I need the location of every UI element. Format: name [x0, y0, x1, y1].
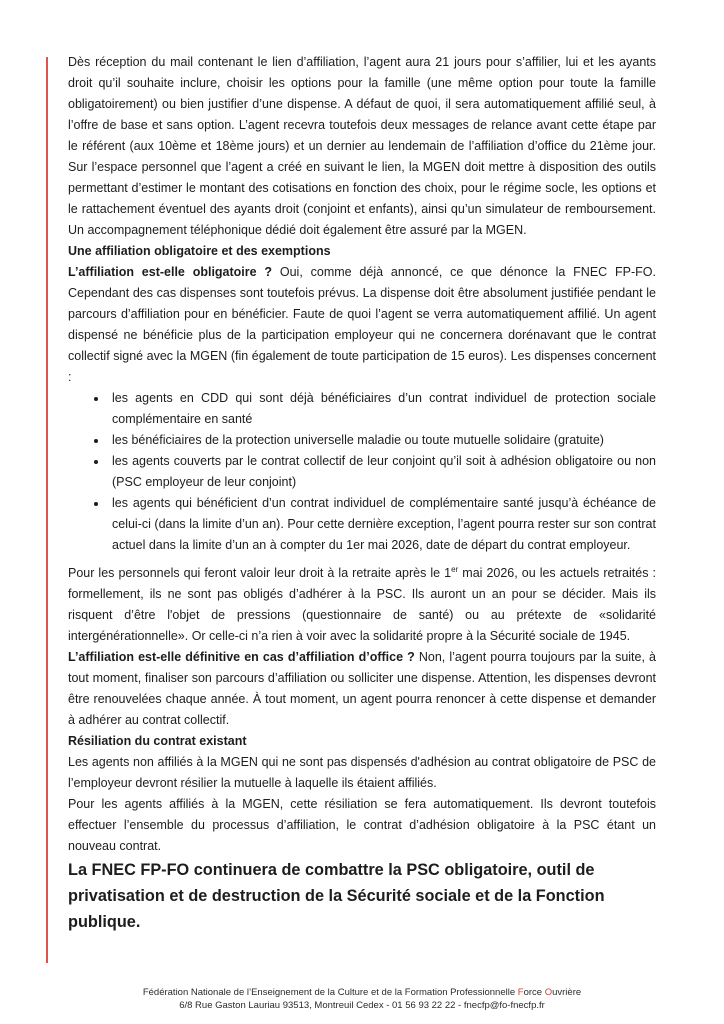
paragraph-resiliation-2: Pour les agents affiliés à la MGEN, cette résiliation se fera automatiquement. Ils devront toutefois effectuer l’ensemble du processus d’affiliation, le contrat d’adhésion obligatoire à la PSC étant un nouveau contrat.	[68, 797, 656, 853]
bullet-item: • les agents couverts par le contrat collectif de leur conjoint qu’il soit à adhésion obligatoire ou non (PSC employeur de leur conjoint)	[108, 451, 656, 493]
bullet-item: • les agents en CDD qui sont déjà bénéficiaires d’un contrat individuel de protection sociale complémentaire en santé	[108, 388, 656, 430]
question-definitive-text: Non, l’agent pourra toujours par la suite, à tout moment, finaliser son parcours d’affiliation ou solliciter une dispense. Attention, les dispenses devront être renouvelées chaque année. À tout moment, un agent pourra renoncer à cette dispense et demander à adhérer au contrat collectif.	[68, 650, 657, 727]
footer-address-line: 6/8 Rue Gaston Lauriau 93513, Montreuil Cedex - 01 56 93 22 22 - fnecfp@fo-fnecfp.fr	[179, 1000, 545, 1011]
footer-org-prefix: Fédération Nationale de l’Enseignement de la Culture et de la Formation Professionnelle	[142, 987, 518, 998]
footer-ouvriere-rest: uvrière	[552, 987, 582, 998]
paragraph-affiliation-definitive	[68, 647, 656, 731]
paragraph-resiliation-1: Les agents non affiliés à la MGEN qui ne sont pas dispensés d'adhésion au contrat obligatoire de PSC de l’employeur devront résilier la mutuelle à laquelle ils étaient affiliés.	[68, 755, 656, 790]
left-accent-rule	[46, 57, 48, 963]
paragraph-affiliation-obligatoire	[68, 262, 656, 388]
footer-organization-line	[0, 986, 724, 999]
intro-paragraph: Dès réception du mail contenant le lien d’affiliation, l’agent aura 21 jours pour s’affilier, lui et les ayants droit qu’il souhaite inclure, choisir les options pour la famille (une même option pour toute la famille obligatoirement) ou bien justifier d’une dispense. A défaut de quoi, il sera automatiquement affilié seul, à l’offre de base et sans option. L’agent recevra toutefois deux messages de relance avant cette étape par le référent (aux 10ème et 18ème jours) et un dernier au lendemain de l’affiliation d’office du 21ème jour. Sur l’espace personnel que l’agent a créé en suivant le lien, la MGEN doit mettre à disposition des outils permettant d’estimer le montant des cotisations en fonction des choix, pour le régime socle, les options et le rattachement éventuel des ayants droit (conjoint et enfants), ainsi qu’un simulateur de remboursement. Un accompagnement téléphonique dédié doit également être assuré par la MGEN.	[68, 55, 656, 237]
heading-resiliation: Résiliation du contrat existant	[68, 734, 247, 748]
bullet-item: • les agents qui bénéficient d’un contrat individuel de complémentaire santé jusqu’à échéance de celui-ci (dans la limite d’un an). Pour cette dernière exception, l’agent pourra rester sur son contrat actuel dans la limite d’un an à compter du 1er mai 2026, date de départ du contrat employeur.	[108, 493, 656, 556]
document-body	[68, 52, 656, 935]
retraite-text-pre: Pour les personnels qui feront valoir leur droit à la retraite après le 1	[68, 566, 452, 580]
page-footer	[0, 986, 724, 1012]
footer-force-initial: F	[517, 987, 524, 998]
question-obligatoire-bold: L’affiliation est-elle obligatoire ?	[68, 265, 273, 279]
bullet-item: • les bénéficiaires de la protection universelle maladie ou toute mutuelle solidaire (gratuite)	[108, 430, 656, 451]
question-obligatoire-text: Oui, comme déjà annoncé, ce que dénonce la FNEC FP-FO. Cependant des cas dispenses sont toutefois prévus. La dispense doit être absolument justifiée pendant le parcours d’affiliation pour en bénéficier. Faute de quoi l’agent se verra automatiquement affilié. Un agent dispensé ne bénéficie plus de la participation employeur qui ne concernera dorénavant que le contrat collectif signé avec la MGEN (fin également de toute participation de 15 euros). Les dispenses concernent :	[68, 265, 656, 384]
dispense-bullet-list	[68, 388, 656, 556]
paragraph-retraite	[68, 563, 656, 647]
footer-force-rest: orce	[523, 987, 545, 998]
footer-ouvriere-initial: O	[544, 987, 553, 998]
retraite-text-post: mai 2026, ou les actuels retraités : formellement, ils ne sont pas obligés d’adhérer à la PSC. Ils auront un an pour se décider. Mais ils risquent d’être l'objet de pressions (questionnaire de santé) ou au prétexte de «solidarité intergénérationnelle». Or celle-ci n’a rien à voir avec la solidarité propre à la Sécurité sociale de 1945.	[68, 566, 656, 643]
question-definitive-bold: L’affiliation est-elle définitive en cas d’affiliation d’office ?	[68, 650, 415, 664]
ordinal-superscript: er	[451, 564, 459, 574]
closing-statement: La FNEC FP-FO continuera de combattre la PSC obligatoire, outil de privatisation et de destruction de la Sécurité sociale et de la Fonction publique.	[68, 861, 605, 931]
heading-exemptions: Une affiliation obligatoire et des exemptions	[68, 244, 331, 258]
